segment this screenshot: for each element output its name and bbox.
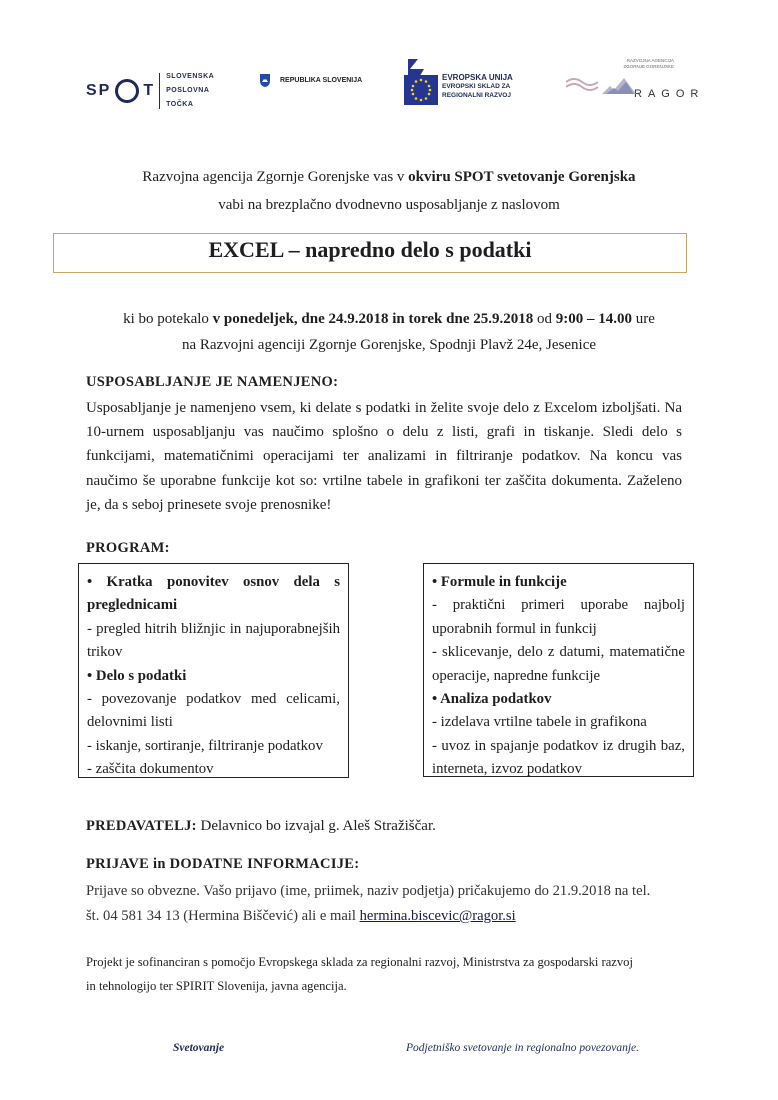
event-time: 9:00 – 14.00: [555, 311, 632, 327]
email-link[interactable]: hermina.biscevic@ragor.si: [359, 908, 516, 924]
program-right-heading-2: • Analiza podatkov: [432, 691, 552, 708]
program-left-item-3: - iskanje, sortiranje, filtriranje podatkov: [87, 737, 323, 754]
spot-letter-right: T: [143, 82, 156, 99]
funding-note: [86, 950, 633, 998]
program-right-heading-1: • Formule in funkcije: [432, 574, 567, 590]
intro-line-1-bold: okviru SPOT svetovanje Gorenjska: [408, 169, 636, 185]
registration-line-2: [86, 904, 650, 929]
registration-text: [86, 879, 650, 929]
spot-letters-left: SP: [86, 82, 112, 99]
program-left-heading-2: • Delo s podatki: [87, 667, 187, 684]
ragor-logo: [566, 58, 704, 100]
ragor-mountains-icon: [566, 72, 636, 96]
event-place: na Razvojni agenciji Zgornje Gorenjske, Spodnji Plavž 24e, Jesenice: [181, 337, 597, 353]
eu-line-1: EVROPSKA UNIJA: [442, 73, 513, 82]
footer-right: Podjetniško svetovanje in regionalno povezovanje.: [406, 1042, 640, 1054]
program-right-item-4: - uvoz in spajanje podatkov iz drugih baz, interneta, izvoz podatkov: [432, 737, 685, 778]
funding-line-2: in tehnologijo ter SPIRIT Slovenija, javna agencija.: [86, 979, 347, 993]
lecturer-text: Delavnico bo izvajal g. Aleš Stražiščar.: [196, 818, 436, 834]
ragor-name: RAGOR: [634, 88, 705, 100]
intro-line-2: vabi na brezplačno dvodnevno usposabljanje z naslovom: [218, 197, 560, 213]
when-post: ure: [632, 311, 655, 327]
program-box-left: [78, 563, 349, 778]
purpose-heading: USPOSABLJANJE JE NAMENJENO:: [86, 374, 339, 390]
event-dates: v ponedeljek, dne 24.9.2018 in torek dne 25.9.2018: [212, 311, 534, 327]
ragor-tagline: [586, 58, 674, 70]
eu-text: [442, 73, 513, 100]
footer-left: Svetovanje: [173, 1042, 225, 1054]
purpose-text: Usposabljanje je namenjeno vsem, ki delate s podatki in želite svoje delo z Excelom izboljšati. Na 10-urnem usposabljanju vas naučimo splošno o delu z listi, grafi in tiskanje. Sledi delo s funkcijami, matematičnimi operacijami ter analizami in filtriranje podatkov. Na koncu vas naučimo še uporabne funkcije kot so: vrtilne tabele in grafikoni ter zaščita dokumenta. Zaželeno je, da s seboj prinesete svoje prenosnike!: [86, 400, 682, 513]
lecturer-heading: PREDAVATELJ:: [86, 818, 197, 834]
spot-logo: [86, 70, 214, 112]
eu-line-2: EVROPSKI SKLAD ZA: [442, 83, 511, 90]
spot-line-2: POSLOVNA: [166, 87, 210, 94]
program-left-heading-1: • Kratka ponovitev osnov dela s preglednicami: [87, 574, 340, 614]
eu-logo: [404, 59, 513, 105]
intro: [0, 163, 778, 219]
spot-divider: [159, 73, 160, 109]
spot-o-icon: [115, 79, 139, 103]
program-left-item-1: - pregled hitrih bližnjic in najuporabnejših trikov: [87, 620, 340, 661]
eu-line-3: REGIONALNI RAZVOJ: [442, 92, 511, 99]
registration-line-1: Prijave so obvezne. Vašo prijavo (ime, priimek, naziv podjetja) pričakujemo do 21.9.2018 na tel.: [86, 883, 651, 899]
event-date-line: [0, 306, 778, 332]
program-right-item-1: - praktični primeri uporabe najbolj uporabnih formul in funkcij: [432, 597, 685, 637]
intro-line-1: [0, 163, 778, 191]
funding-line-1: Projekt je sofinanciran s pomočjo Evropskega sklada za regionalni razvoj, Ministrstva za gospodarski razvoj: [86, 955, 633, 969]
event-details: [0, 306, 778, 358]
spot-text: [166, 70, 214, 112]
program-right-item-2: - sklicevanje, delo z datumi, matematične operacije, napredne funkcije: [432, 644, 685, 684]
registration-heading: PRIJAVE in DODATNE INFORMACIJE:: [86, 856, 360, 872]
registration-phone: št. 04 581 34 13 (Hermina Biščević) ali e mail: [86, 908, 360, 924]
program-right-item-3: - izdelava vrtilne tabele in grafikona: [432, 714, 647, 731]
when-pre: ki bo potekalo: [123, 311, 213, 327]
republika-slovenija-logo: [260, 74, 362, 87]
ragor-tagline-1: RAZVOJNA AGENCIJA: [626, 58, 674, 63]
intro-line-1-text: Razvojna agencija Zgornje Gorenjske vas v: [142, 169, 409, 185]
lecturer: [86, 818, 436, 835]
program-left-item-4: - zaščita dokumentov: [87, 761, 214, 778]
program-heading: PROGRAM:: [86, 540, 170, 556]
page-title: EXCEL – napredno delo s podatki: [208, 237, 532, 262]
program-box-right: [423, 563, 694, 777]
spot-line-3: TOČKA: [166, 101, 194, 108]
program-left-item-2: - povezovanje podatkov med celicami, delovnimi listi: [87, 691, 340, 731]
spot-line-1: SLOVENSKA: [166, 73, 215, 80]
ragor-tagline-2: ZGORNJE GORENJSKE: [623, 64, 674, 69]
slovenian-coat-of-arms-icon: [260, 74, 270, 87]
eu-flag-icon: [404, 59, 438, 105]
republika-text: REPUBLIKA SLOVENIJA: [280, 77, 363, 84]
when-mid: od: [533, 311, 556, 327]
